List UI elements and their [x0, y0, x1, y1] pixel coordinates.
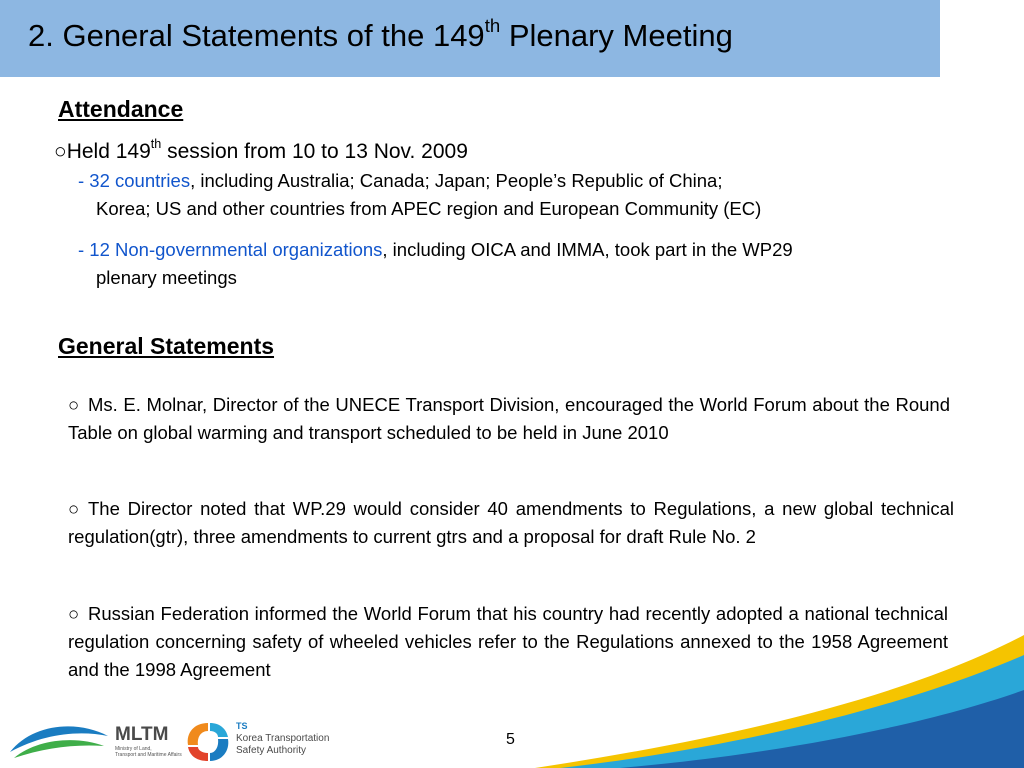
statement-item: ○ The Director noted that WP.29 would consider 40 amendments to Regulations, a new global technical regulation(gtr), three amendments to current gtrs and a proposal for draft Rule No. 2: [68, 495, 954, 551]
attendance-heading: Attendance: [58, 96, 184, 122]
held-session-line: ○Held 149th session from 10 to 13 Nov. 2009: [54, 137, 468, 163]
general-statements-heading: General Statements: [58, 333, 275, 359]
bullet-icon: ○: [68, 394, 80, 415]
ts-mark: TS: [236, 721, 248, 731]
ts-logo-icon: [184, 719, 232, 763]
ts-name: Korea Transportation Safety Authority: [236, 733, 330, 756]
mltm-subtitle: Ministry of Land, Transport and Maritime Affairs: [115, 746, 182, 758]
slide-title: 2. General Statements of the 149th Plenary Meeting: [28, 14, 733, 53]
ngos-cont: plenary meetings: [96, 267, 237, 288]
bullet-icon: ○: [68, 498, 80, 519]
countries-line: - 32 countries, including Australia; Canada; Japan; People’s Republic of China;: [78, 170, 723, 191]
mltm-logo-icon: [8, 718, 110, 760]
bullet-icon: ○: [54, 140, 67, 163]
countries-cont: Korea; US and other countries from APEC region and European Community (EC): [96, 198, 762, 219]
countries-lead: - 32 countries: [78, 170, 191, 191]
bullet-icon: ○: [68, 603, 80, 624]
mltm-text: MLTM: [115, 724, 169, 745]
ngos-line: - 12 Non-governmental organizations, including OICA and IMMA, took part in the WP29: [78, 239, 793, 260]
page-number: 5: [506, 731, 515, 748]
statement-item: ○ Russian Federation informed the World Forum that his country had recently adopted a national technical regulation concerning safety of wheeled vehicles refer to the Regulations annexed to the 1958 Agreement and the 1998 Agreement: [68, 600, 948, 684]
ngos-lead: - 12 Non-governmental organizations: [78, 239, 383, 260]
statement-item: ○ Ms. E. Molnar, Director of the UNECE Transport Division, encouraged the World Forum about the Round Table on global warming and transport scheduled to be held in June 2010: [68, 391, 950, 447]
